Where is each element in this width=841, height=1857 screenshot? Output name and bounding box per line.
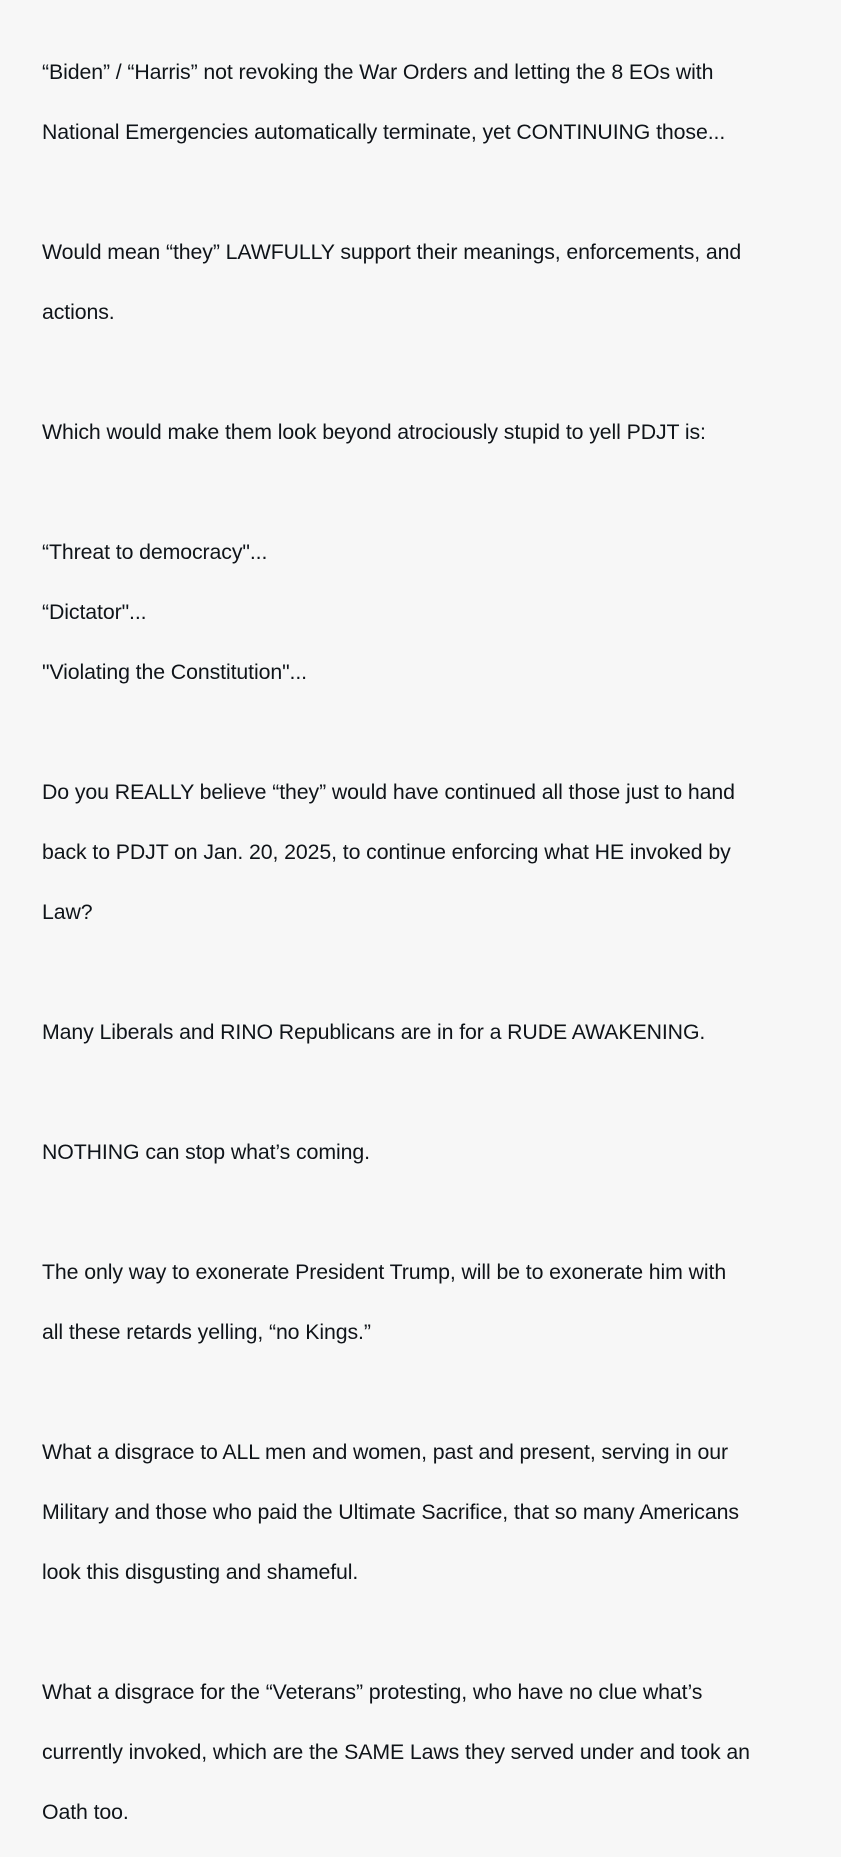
text-line: National Emergencies automatically terminate, yet CONTINUING those... <box>42 120 726 144</box>
text-line: Do you REALLY believe “they” would have continued all those just to hand <box>42 780 735 804</box>
text-line: What a disgrace for the “Veterans” protesting, who have no clue what’s <box>42 1680 703 1704</box>
text-line: "Violating the Constitution"... <box>42 660 307 684</box>
paragraph-7 <box>42 1107 832 1197</box>
text-line: Oath too. <box>42 1800 129 1824</box>
paragraph-1 <box>42 27 832 177</box>
text-line: look this disgusting and shameful. <box>42 1560 359 1584</box>
paragraph-9 <box>42 1407 832 1617</box>
post-text <box>42 27 832 1857</box>
text-line: The only way to exonerate President Trump, will be to exonerate him with <box>42 1260 727 1284</box>
text-line: back to PDJT on Jan. 20, 2025, to continue enforcing what HE invoked by <box>42 840 731 864</box>
text-line: “Threat to democracy"... <box>42 540 268 564</box>
paragraph-2 <box>42 207 832 357</box>
text-line: actions. <box>42 300 115 324</box>
text-line: What a disgrace to ALL men and women, past and present, serving in our <box>42 1440 728 1464</box>
paragraph-5 <box>42 747 832 957</box>
paragraph-3 <box>42 387 832 477</box>
text-line: Would mean “they” LAWFULLY support their meanings, enforcements, and <box>42 240 742 264</box>
paragraph-8 <box>42 1227 832 1377</box>
text-line: all these retards yelling, “no Kings.” <box>42 1320 371 1344</box>
paragraph-10 <box>42 1647 832 1857</box>
text-line: Law? <box>42 900 93 924</box>
text-line: “Dictator"... <box>42 600 147 624</box>
text-line: “Biden” / “Harris” not revoking the War Orders and letting the 8 EOs with <box>42 60 714 84</box>
text-line: Military and those who paid the Ultimate Sacrifice, that so many Americans <box>42 1500 739 1524</box>
text-line: NOTHING can stop what’s coming. <box>42 1140 370 1164</box>
text-line: currently invoked, which are the SAME Laws they served under and took an <box>42 1740 750 1764</box>
paragraph-4 <box>42 507 832 717</box>
paragraph-6 <box>42 987 832 1077</box>
text-line: Which would make them look beyond atrociously stupid to yell PDJT is: <box>42 420 706 444</box>
text-line: Many Liberals and RINO Republicans are in for a RUDE AWAKENING. <box>42 1020 706 1044</box>
